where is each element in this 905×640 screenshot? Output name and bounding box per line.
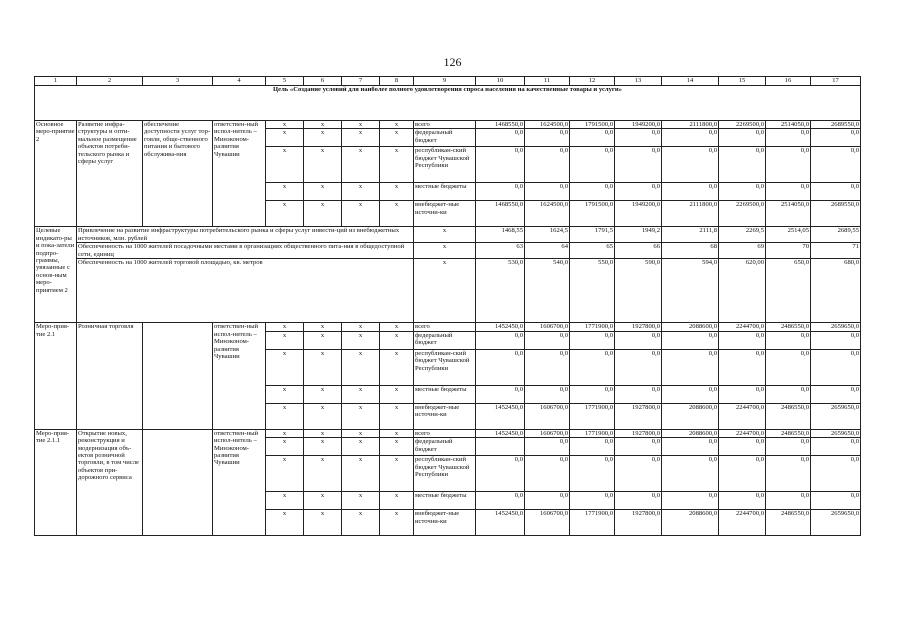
funding-value: 1927800,0 xyxy=(615,323,662,331)
code-x: x xyxy=(380,201,414,227)
funding-value: 2269500,0 xyxy=(719,201,766,227)
activity-goal xyxy=(143,323,213,429)
funding-value: 2486550,0 xyxy=(766,403,811,429)
funding-value: 2111800,0 xyxy=(662,121,719,129)
funding-value: 1606700,0 xyxy=(525,429,570,437)
funding-value: 0,0 xyxy=(719,349,766,385)
code-x: x xyxy=(304,438,342,456)
funding-value: 0,0 xyxy=(811,129,861,147)
activity-goal xyxy=(143,429,213,535)
code-x: x xyxy=(304,121,342,129)
column-header: 13 xyxy=(615,77,662,86)
indicator-value: 70 xyxy=(766,243,811,259)
code-x: x xyxy=(266,438,304,456)
code-x: x xyxy=(342,121,380,129)
code-x: x xyxy=(342,510,380,536)
code-x: x xyxy=(342,147,380,183)
activity-code: Основное меро-приятие 2 xyxy=(35,121,77,227)
funding-value: 0,0 xyxy=(662,385,719,403)
code-x: x xyxy=(304,492,342,510)
code-x: x xyxy=(304,349,342,385)
funding-value: 2689550,0 xyxy=(811,201,861,227)
code-x: x xyxy=(304,183,342,201)
funding-source: местные бюджеты xyxy=(414,183,476,201)
code-x: x xyxy=(304,323,342,331)
code-x: x xyxy=(266,429,304,437)
funding-value: 0,0 xyxy=(615,147,662,183)
code-x: x xyxy=(304,201,342,227)
column-header: 2 xyxy=(77,77,143,86)
funding-value: 0,0 xyxy=(615,183,662,201)
code-x: x xyxy=(414,227,476,243)
responsible-executor: ответствен-ный испол-нитель – Минэконом-развития Чувашии xyxy=(213,429,266,535)
indicator-value: 71 xyxy=(811,243,861,259)
code-x: x xyxy=(342,385,380,403)
funding-value: 0,0 xyxy=(570,438,615,456)
funding-value: 0,0 xyxy=(766,349,811,385)
code-x: x xyxy=(380,510,414,536)
code-x: x xyxy=(266,385,304,403)
responsible-executor: ответствен-ный испол-нитель – Минэконом-развития Чувашии xyxy=(213,323,266,429)
funding-value: 0,0 xyxy=(811,456,861,492)
funding-value: 2244700,0 xyxy=(719,323,766,331)
funding-value: 0,0 xyxy=(570,129,615,147)
code-x: x xyxy=(380,147,414,183)
code-x: x xyxy=(342,438,380,456)
column-header: 3 xyxy=(143,77,213,86)
funding-value: 0,0 xyxy=(525,331,570,349)
funding-value: 0,0 xyxy=(476,385,525,403)
funding-value: 1771900,0 xyxy=(570,323,615,331)
column-header: 17 xyxy=(811,77,861,86)
funding-value: 1624500,0 xyxy=(525,121,570,129)
funding-value: 0,0 xyxy=(662,331,719,349)
indicator-name: Обеспеченность на 1000 жителей торговой площадью, кв. метров xyxy=(77,259,414,323)
funding-value: 0,0 xyxy=(476,492,525,510)
code-x: x xyxy=(380,183,414,201)
funding-value: 0,0 xyxy=(570,183,615,201)
funding-value: 0,0 xyxy=(525,147,570,183)
funding-value: 0,0 xyxy=(525,385,570,403)
code-x: x xyxy=(304,385,342,403)
code-x: x xyxy=(342,456,380,492)
funding-value: 0,0 xyxy=(662,183,719,201)
header-row xyxy=(35,77,861,86)
indicator-value: 2269,5 xyxy=(719,227,766,243)
column-header: 7 xyxy=(342,77,380,86)
responsible-executor: ответствен-ный испол-нитель – Минэконом-развития Чувашии xyxy=(213,121,266,227)
funding-value: 2244700,0 xyxy=(719,429,766,437)
indicator-value: 550,0 xyxy=(570,259,615,323)
funding-value: 0,0 xyxy=(811,492,861,510)
code-x: x xyxy=(266,510,304,536)
code-x: x xyxy=(414,243,476,259)
code-x: x xyxy=(380,403,414,429)
indicator-value: 63 xyxy=(476,243,525,259)
code-x: x xyxy=(342,183,380,201)
indicator-value: 1468,55 xyxy=(476,227,525,243)
column-header: 10 xyxy=(476,77,525,86)
funding-value: 0,0 xyxy=(662,129,719,147)
funding-value: 1468550,0 xyxy=(476,201,525,227)
funding-value: 0,0 xyxy=(570,385,615,403)
funding-value: 0,0 xyxy=(570,349,615,385)
funding-value: 2088600,0 xyxy=(662,510,719,536)
funding-value: 1949200,0 xyxy=(615,121,662,129)
funding-value: 0,0 xyxy=(525,492,570,510)
indicator-name: Обеспеченность на 1000 жителей посадочными местами в организациях общественного пита-ния в общедоступной сети, единиц xyxy=(77,243,414,259)
funding-source: всего xyxy=(414,121,476,129)
funding-value: 2088600,0 xyxy=(662,403,719,429)
funding-value: 1791500,0 xyxy=(570,201,615,227)
column-header: 11 xyxy=(525,77,570,86)
funding-source: республикан-ский бюджет Чувашской Республики xyxy=(414,349,476,385)
funding-value: 0,0 xyxy=(662,349,719,385)
activity-name: Развитие инфра-структуры и опти-мальное размещение объектов потреби-тельского рынка и сферы услуг xyxy=(77,121,143,227)
code-x: x xyxy=(342,129,380,147)
code-x: x xyxy=(304,147,342,183)
funding-value: 0,0 xyxy=(766,129,811,147)
funding-value: 0,0 xyxy=(615,456,662,492)
indicator-value: 66 xyxy=(615,243,662,259)
code-x: x xyxy=(380,438,414,456)
funding-value: 2514050,0 xyxy=(766,121,811,129)
code-x: x xyxy=(380,456,414,492)
code-x: x xyxy=(342,201,380,227)
funding-value: 0,0 xyxy=(525,129,570,147)
code-x: x xyxy=(266,349,304,385)
code-x: x xyxy=(304,456,342,492)
funding-value: 0,0 xyxy=(476,129,525,147)
code-x: x xyxy=(304,331,342,349)
funding-value: 0,0 xyxy=(570,456,615,492)
funding-value: 1452450,0 xyxy=(476,403,525,429)
code-x: x xyxy=(304,403,342,429)
funding-value: 2659650,0 xyxy=(811,510,861,536)
indicator-value: 1949,2 xyxy=(615,227,662,243)
funding-value: 0,0 xyxy=(525,349,570,385)
page-number: 126 xyxy=(443,55,462,69)
funding-value: 1927800,0 xyxy=(615,510,662,536)
goal-text: Цель «Создание условий для наиболее полного удовлетворения спроса населения на качественные товары и услуги» xyxy=(35,86,861,121)
funding-source: внебюджет-ные источни-ки xyxy=(414,403,476,429)
funding-source: федеральный бюджет xyxy=(414,331,476,349)
funding-value: 1624500,0 xyxy=(525,201,570,227)
funding-value: 0,0 xyxy=(719,492,766,510)
code-x: x xyxy=(266,147,304,183)
activity-code: Меро-прия-тие 2.1 xyxy=(35,323,77,429)
funding-value: 0,0 xyxy=(811,183,861,201)
code-x: x xyxy=(380,121,414,129)
code-x: x xyxy=(304,510,342,536)
funding-source: республикан-ский бюджет Чувашской Республики xyxy=(414,147,476,183)
code-x: x xyxy=(342,403,380,429)
funding-value: 0,0 xyxy=(766,385,811,403)
funding-value: 0,0 xyxy=(719,438,766,456)
funding-value: 0,0 xyxy=(719,331,766,349)
column-header: 9 xyxy=(414,77,476,86)
funding-value: 0,0 xyxy=(525,438,570,456)
code-x: x xyxy=(380,492,414,510)
funding-value: 1949200,0 xyxy=(615,201,662,227)
funding-value: 0,0 xyxy=(766,183,811,201)
code-x: x xyxy=(380,349,414,385)
funding-value: 2689550,0 xyxy=(811,121,861,129)
indicator-row xyxy=(35,259,861,323)
funding-value: 0,0 xyxy=(719,147,766,183)
funding-value: 0,0 xyxy=(476,349,525,385)
code-x: x xyxy=(414,259,476,323)
code-x: x xyxy=(266,403,304,429)
code-x: x xyxy=(266,331,304,349)
indicator-value: 1624,5 xyxy=(525,227,570,243)
funding-value: 1468550,0 xyxy=(476,121,525,129)
column-header: 16 xyxy=(766,77,811,86)
code-x: x xyxy=(304,129,342,147)
column-header: 15 xyxy=(719,77,766,86)
funding-value: 0,0 xyxy=(662,492,719,510)
indicator-value: 69 xyxy=(719,243,766,259)
code-x: x xyxy=(342,349,380,385)
indicator-value: 530,0 xyxy=(476,259,525,323)
funding-value: 0,0 xyxy=(766,331,811,349)
code-x: x xyxy=(342,492,380,510)
funding-value: 0,0 xyxy=(615,129,662,147)
indicator-row xyxy=(35,227,861,243)
funding-value: 2486550,0 xyxy=(766,429,811,437)
funding-value: 0,0 xyxy=(615,331,662,349)
funding-source: республикан-ский бюджет Чувашской Республики xyxy=(414,456,476,492)
indicator-value: 590,0 xyxy=(615,259,662,323)
funding-value: 0,0 xyxy=(811,147,861,183)
indicator-value: 594,0 xyxy=(662,259,719,323)
funding-value: 0,0 xyxy=(719,129,766,147)
indicator-value: 2514,05 xyxy=(766,227,811,243)
funding-value: 2659650,0 xyxy=(811,403,861,429)
funding-value: 0,0 xyxy=(766,492,811,510)
block1-row xyxy=(35,121,861,129)
code-x: x xyxy=(380,429,414,437)
funding-value: 0,0 xyxy=(662,147,719,183)
funding-value: 0,0 xyxy=(525,183,570,201)
code-x: x xyxy=(342,331,380,349)
funding-value: 0,0 xyxy=(570,492,615,510)
code-x: x xyxy=(304,429,342,437)
funding-value: 2486550,0 xyxy=(766,510,811,536)
indicator-value: 2689,55 xyxy=(811,227,861,243)
program-table xyxy=(34,76,861,536)
column-header: 14 xyxy=(662,77,719,86)
funding-value: 0,0 xyxy=(811,438,861,456)
funding-value: 0,0 xyxy=(662,456,719,492)
code-x: x xyxy=(266,121,304,129)
column-header: 8 xyxy=(380,77,414,86)
funding-value: 0,0 xyxy=(662,438,719,456)
indicator-value: 2111,8 xyxy=(662,227,719,243)
code-x: x xyxy=(380,385,414,403)
funding-value: 0,0 xyxy=(811,331,861,349)
indicator-name: Привлечение на развитие инфраструктуры потребительского рынка и сферы услуг инвести-ций из внебюджетных источников, млн. рублей xyxy=(77,227,414,243)
funding-value: 0,0 xyxy=(811,385,861,403)
funding-value: 1452450,0 xyxy=(476,429,525,437)
column-header: 6 xyxy=(304,77,342,86)
column-header: 4 xyxy=(213,77,266,86)
funding-value xyxy=(476,438,525,456)
funding-value: 1771900,0 xyxy=(570,429,615,437)
funding-value: 2111800,0 xyxy=(662,201,719,227)
funding-source: федеральный бюджет xyxy=(414,129,476,147)
funding-value: 1606700,0 xyxy=(525,510,570,536)
funding-source: местные бюджеты xyxy=(414,492,476,510)
code-x: x xyxy=(380,323,414,331)
activity-goal: обеспечение доступности услуг тор-говли, обще-ственного питания и бытового обслужива-ния xyxy=(143,121,213,227)
funding-value: 2088600,0 xyxy=(662,429,719,437)
funding-value: 0,0 xyxy=(476,183,525,201)
indicator-value: 65 xyxy=(570,243,615,259)
indicator-value: 1791,5 xyxy=(570,227,615,243)
funding-source: внебюджет-ные источни-ки xyxy=(414,510,476,536)
code-x: x xyxy=(380,129,414,147)
funding-value: 2659650,0 xyxy=(811,429,861,437)
code-x: x xyxy=(266,492,304,510)
funding-source: всего xyxy=(414,429,476,437)
indicator-value: 540,0 xyxy=(525,259,570,323)
code-x: x xyxy=(380,331,414,349)
funding-value: 0,0 xyxy=(476,147,525,183)
funding-value: 0,0 xyxy=(766,456,811,492)
funding-value: 0,0 xyxy=(719,183,766,201)
indicator-value: 650,0 xyxy=(766,259,811,323)
funding-value: 2088600,0 xyxy=(662,323,719,331)
funding-source: местные бюджеты xyxy=(414,385,476,403)
column-header: 1 xyxy=(35,77,77,86)
funding-value: 0,0 xyxy=(570,147,615,183)
funding-source: федеральный бюджет xyxy=(414,438,476,456)
funding-value: 0,0 xyxy=(615,438,662,456)
funding-value: 1927800,0 xyxy=(615,429,662,437)
funding-value: 1927800,0 xyxy=(615,403,662,429)
column-header: 5 xyxy=(266,77,304,86)
code-x: x xyxy=(342,429,380,437)
activity-code: Меро-прия-тие 2.1.1 xyxy=(35,429,77,535)
funding-value: 0,0 xyxy=(719,456,766,492)
funding-value: 0,0 xyxy=(570,331,615,349)
code-x: x xyxy=(266,201,304,227)
activity-name: Открытие новых, реконструкция и модернизация объ-ектов розничной торговли, в том числе объектов при-дорожного сервиса xyxy=(77,429,143,535)
funding-value: 0,0 xyxy=(766,147,811,183)
code-x: x xyxy=(266,129,304,147)
goal-row xyxy=(35,86,861,121)
indicator-value: 620,00 xyxy=(719,259,766,323)
funding-value: 1452450,0 xyxy=(476,323,525,331)
funding-value: 2486550,0 xyxy=(766,323,811,331)
funding-value: 0,0 xyxy=(476,331,525,349)
funding-value: 0,0 xyxy=(719,385,766,403)
funding-value: 0,0 xyxy=(766,438,811,456)
funding-value: 2244700,0 xyxy=(719,510,766,536)
funding-value: 0,0 xyxy=(476,456,525,492)
indicators-label: Целевые индикато-ры и пока-затели подпро-граммы, увязанные с основ-ным меро-приятием 2 xyxy=(35,227,77,323)
code-x: x xyxy=(266,323,304,331)
indicator-value: 68 xyxy=(662,243,719,259)
funding-value: 1771900,0 xyxy=(570,510,615,536)
block2-row xyxy=(35,323,861,331)
indicator-value: 680,0 xyxy=(811,259,861,323)
funding-value: 0,0 xyxy=(615,349,662,385)
block3-row xyxy=(35,429,861,437)
code-x: x xyxy=(342,323,380,331)
indicator-value: 64 xyxy=(525,243,570,259)
code-x: x xyxy=(266,183,304,201)
indicator-row xyxy=(35,243,861,259)
funding-value: 0,0 xyxy=(615,492,662,510)
funding-value: 1606700,0 xyxy=(525,323,570,331)
funding-value: 1606700,0 xyxy=(525,403,570,429)
funding-value: 2269500,0 xyxy=(719,121,766,129)
funding-value: 2659650,0 xyxy=(811,323,861,331)
funding-value: 2514050,0 xyxy=(766,201,811,227)
code-x: x xyxy=(266,456,304,492)
column-header: 12 xyxy=(570,77,615,86)
funding-source: внебюджет-ные источни-ки xyxy=(414,201,476,227)
funding-value: 1771900,0 xyxy=(570,403,615,429)
funding-value: 1452450,0 xyxy=(476,510,525,536)
funding-value: 0,0 xyxy=(811,349,861,385)
activity-name: Розничная торговля xyxy=(77,323,143,429)
funding-source: всего xyxy=(414,323,476,331)
funding-value: 1791500,0 xyxy=(570,121,615,129)
funding-value: 0,0 xyxy=(525,456,570,492)
funding-value: 2244700,0 xyxy=(719,403,766,429)
funding-value: 0,0 xyxy=(615,385,662,403)
